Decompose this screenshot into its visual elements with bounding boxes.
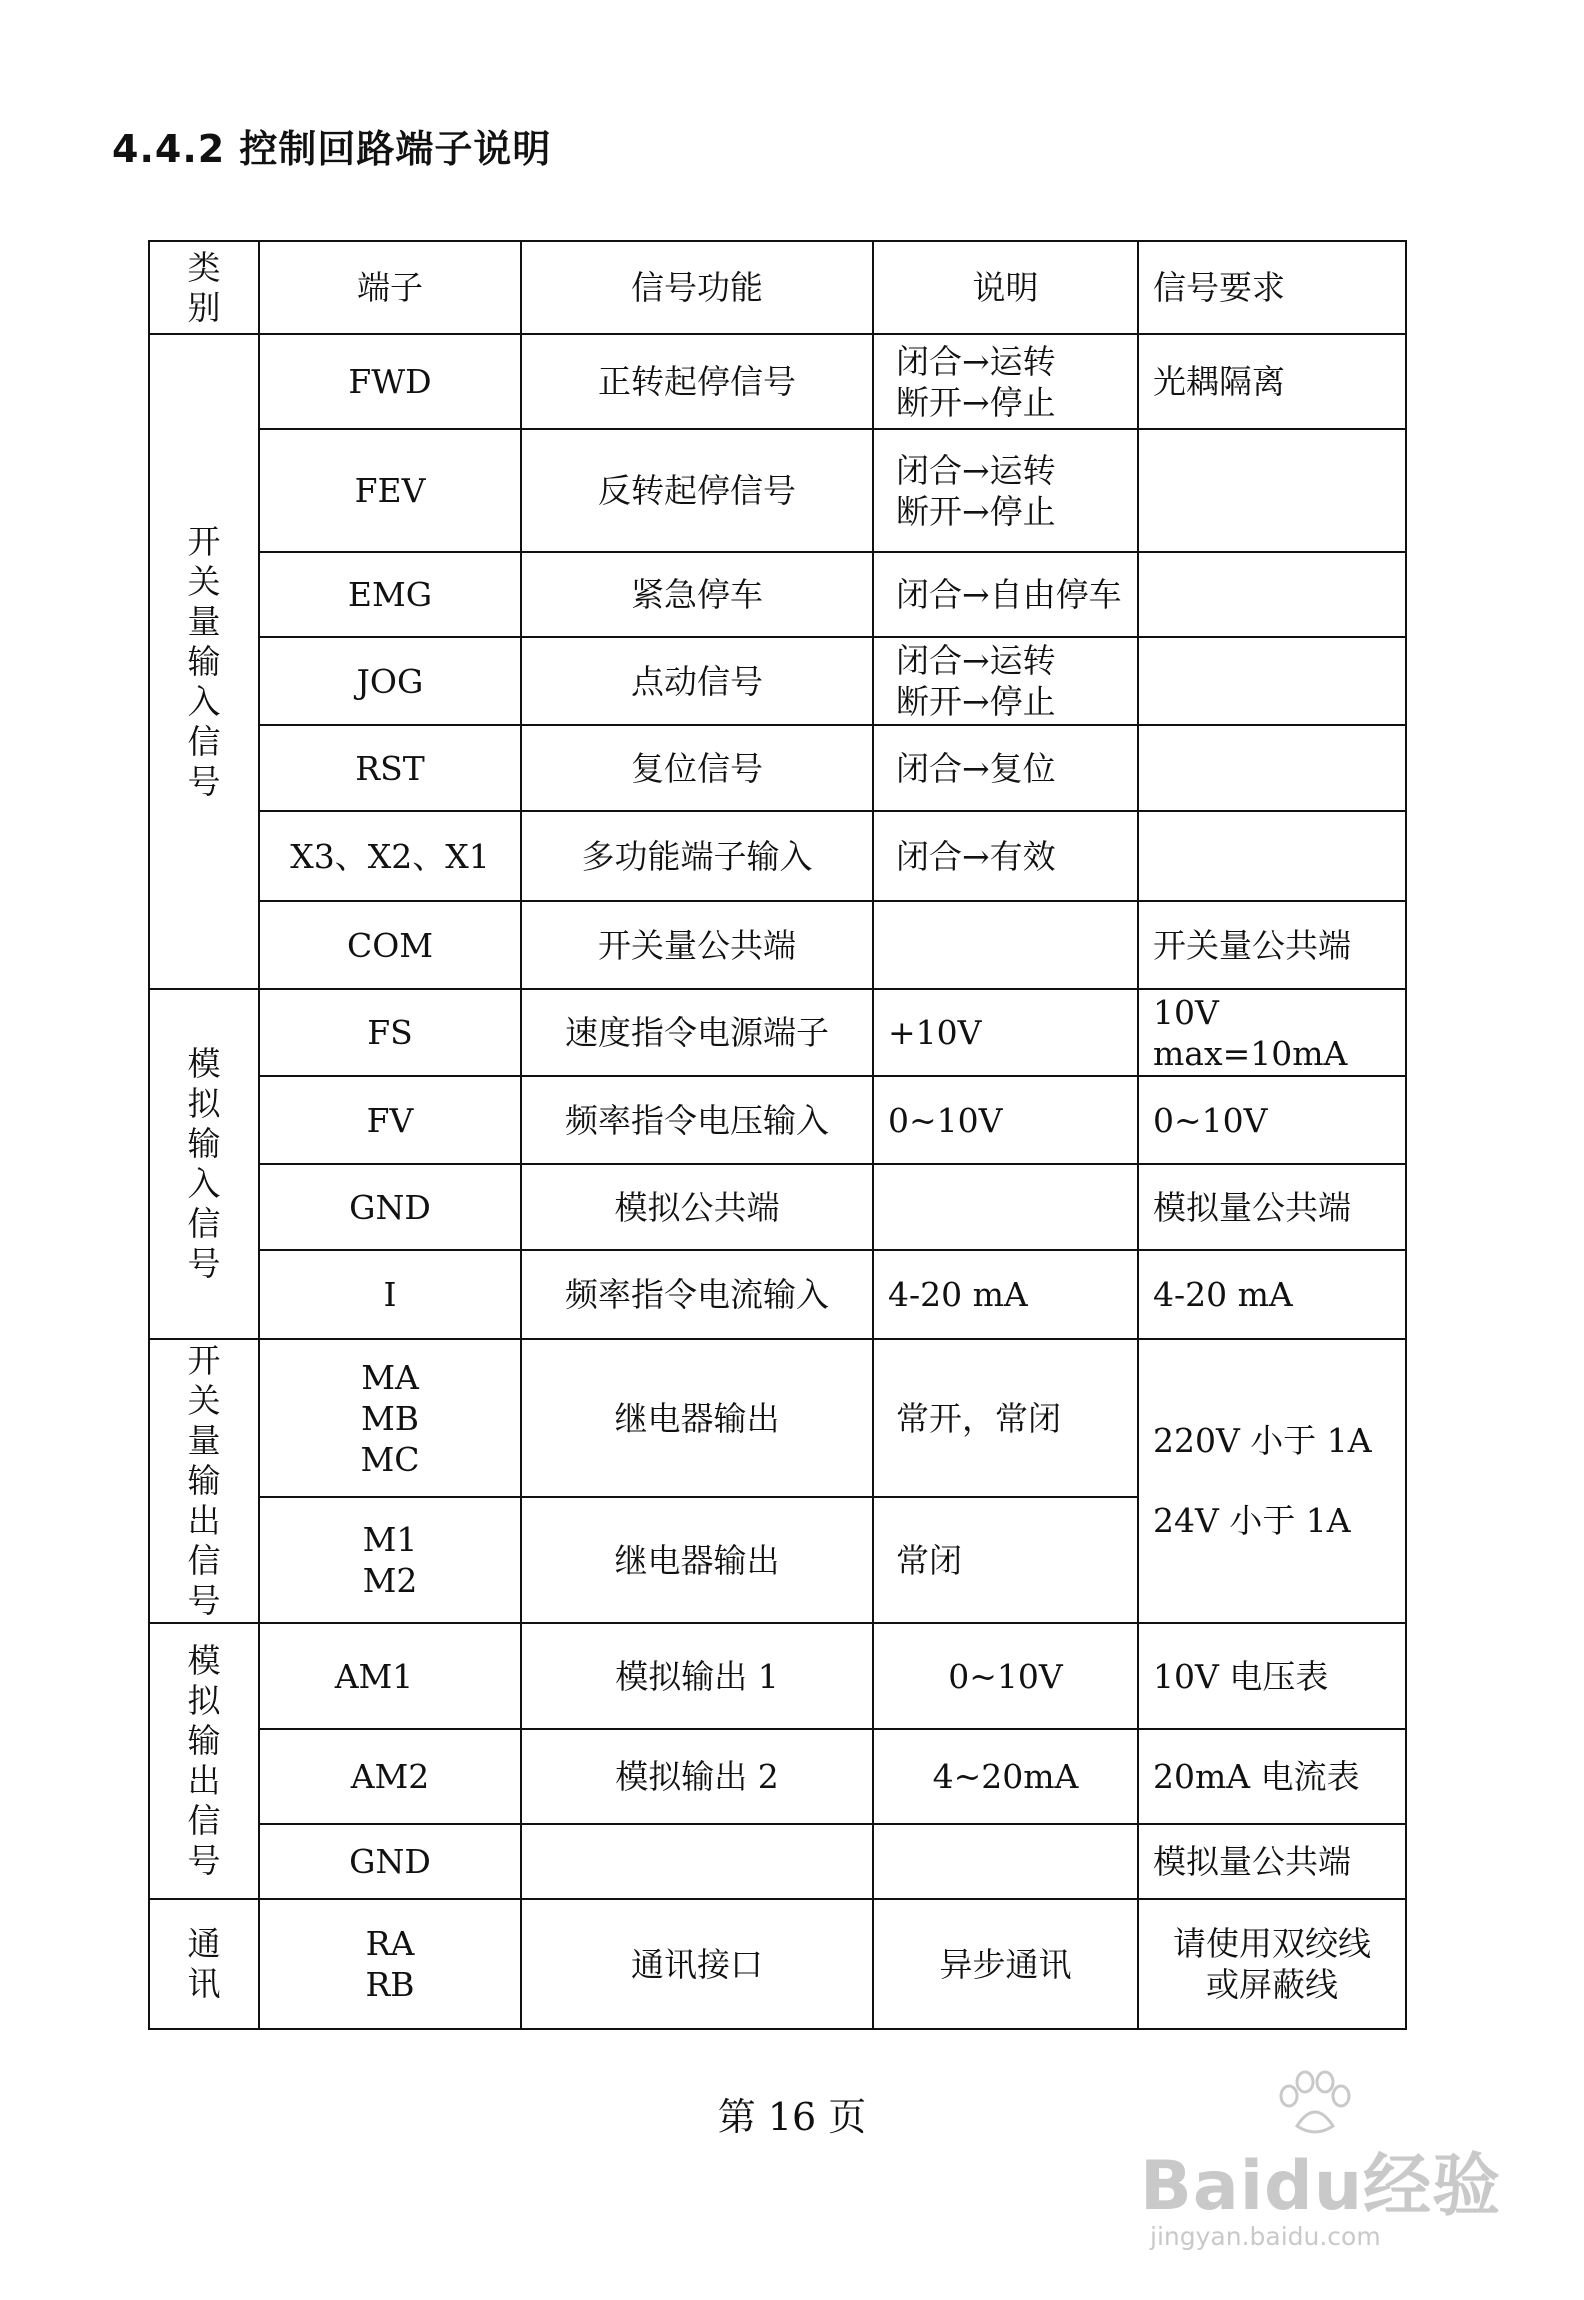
requirement-cell xyxy=(1138,637,1406,725)
header-terminal: 端子 xyxy=(259,241,521,334)
terminal-cell: FWD xyxy=(259,334,521,429)
function-cell: 复位信号 xyxy=(521,725,873,811)
description-cell: 闭合→有效 xyxy=(873,811,1138,901)
category-analog-input: 模拟输入信号 xyxy=(149,989,259,1339)
terminal-cell: FV xyxy=(259,1076,521,1164)
terminal-table xyxy=(148,240,1407,2030)
terminal-cell: AM1 xyxy=(259,1623,521,1729)
function-cell: 模拟公共端 xyxy=(521,1164,873,1250)
description-cell: 闭合→运转 断开→停止 xyxy=(873,637,1138,725)
function-cell: 反转起停信号 xyxy=(521,429,873,552)
page-number: 第 16 页 xyxy=(717,2095,867,2139)
header-category: 类别 xyxy=(149,241,259,334)
description-cell: 闭合→运转 断开→停止 xyxy=(873,429,1138,552)
table-row xyxy=(149,1250,1406,1339)
table-row xyxy=(149,811,1406,901)
table-row xyxy=(149,1729,1406,1824)
requirement-cell xyxy=(1138,552,1406,637)
requirement-cell: 20mA 电流表 xyxy=(1138,1729,1406,1824)
table-row xyxy=(149,552,1406,637)
requirement-cell: 开关量公共端 xyxy=(1138,901,1406,989)
requirement-cell xyxy=(1138,429,1406,552)
terminal-cell: M1 M2 xyxy=(259,1497,521,1623)
header-description: 说明 xyxy=(873,241,1138,334)
function-cell: 模拟输出 2 xyxy=(521,1729,873,1824)
function-cell: 频率指令电流输入 xyxy=(521,1250,873,1339)
function-cell: 频率指令电压输入 xyxy=(521,1076,873,1164)
requirement-cell: 模拟量公共端 xyxy=(1138,1164,1406,1250)
table-row xyxy=(149,1164,1406,1250)
paw-icon xyxy=(1275,2070,1355,2140)
terminal-cell: RA RB xyxy=(259,1899,521,2029)
category-switch-input: 开关量输入信号 xyxy=(149,334,259,989)
requirement-cell: 模拟量公共端 xyxy=(1138,1824,1406,1899)
terminal-cell: RST xyxy=(259,725,521,811)
function-cell: 点动信号 xyxy=(521,637,873,725)
watermark-url: jingyan.baidu.com xyxy=(1150,2222,1381,2251)
function-cell: 通讯接口 xyxy=(521,1899,873,2029)
description-cell xyxy=(873,1164,1138,1250)
description-cell: 闭合→复位 xyxy=(873,725,1138,811)
table-header-row xyxy=(149,241,1406,334)
function-cell: 多功能端子输入 xyxy=(521,811,873,901)
function-cell: 速度指令电源端子 xyxy=(521,989,873,1076)
requirement-cell: 0~10V xyxy=(1138,1076,1406,1164)
table-row xyxy=(149,989,1406,1076)
section-title: 4.4.2 控制回路端子说明 xyxy=(112,127,552,171)
function-cell xyxy=(521,1824,873,1899)
description-cell xyxy=(873,901,1138,989)
description-cell: 0~10V xyxy=(873,1076,1138,1164)
requirement-cell xyxy=(1138,811,1406,901)
table-row xyxy=(149,901,1406,989)
description-cell: 异步通讯 xyxy=(873,1899,1138,2029)
description-cell: 闭合→运转 断开→停止 xyxy=(873,334,1138,429)
terminal-cell: JOG xyxy=(259,637,521,725)
table-row xyxy=(149,1899,1406,2029)
terminal-cell: AM2 xyxy=(259,1729,521,1824)
requirement-cell: 220V 小于 1A 24V 小于 1A xyxy=(1138,1339,1406,1623)
requirement-cell: 10V 电压表 xyxy=(1138,1623,1406,1729)
description-cell: 0~10V xyxy=(873,1623,1138,1729)
table-row xyxy=(149,1339,1406,1497)
description-cell: 常闭 xyxy=(873,1497,1138,1623)
terminal-cell: COM xyxy=(259,901,521,989)
category-communication: 通讯 xyxy=(149,1899,259,2029)
description-cell xyxy=(873,1824,1138,1899)
description-cell: 常开，常闭 xyxy=(873,1339,1138,1497)
table-row xyxy=(149,1076,1406,1164)
table-row xyxy=(149,334,1406,429)
requirement-cell: 请使用双绞线 或屏蔽线 xyxy=(1138,1899,1406,2029)
function-cell: 模拟输出 1 xyxy=(521,1623,873,1729)
description-cell: 4-20 mA xyxy=(873,1250,1138,1339)
function-cell: 继电器输出 xyxy=(521,1497,873,1623)
description-cell: 4~20mA xyxy=(873,1729,1138,1824)
requirement-cell: 4-20 mA xyxy=(1138,1250,1406,1339)
baidu-watermark xyxy=(1120,2070,1540,2260)
header-function: 信号功能 xyxy=(521,241,873,334)
category-analog-output: 模拟输出信号 xyxy=(149,1623,259,1899)
terminal-cell: GND xyxy=(259,1164,521,1250)
requirement-cell xyxy=(1138,725,1406,811)
header-requirement: 信号要求 xyxy=(1138,241,1406,334)
table-row xyxy=(149,1623,1406,1729)
requirement-cell: 光耦隔离 xyxy=(1138,334,1406,429)
category-switch-output: 开关量输出信号 xyxy=(149,1339,259,1623)
terminal-cell: MA MB MC xyxy=(259,1339,521,1497)
description-cell: +10V xyxy=(873,989,1138,1076)
function-cell: 开关量公共端 xyxy=(521,901,873,989)
table-row xyxy=(149,1824,1406,1899)
terminal-cell: FEV xyxy=(259,429,521,552)
terminal-cell: EMG xyxy=(259,552,521,637)
function-cell: 紧急停车 xyxy=(521,552,873,637)
terminal-cell: GND xyxy=(259,1824,521,1899)
table-row xyxy=(149,637,1406,725)
table-row xyxy=(149,725,1406,811)
function-cell: 正转起停信号 xyxy=(521,334,873,429)
terminal-cell: FS xyxy=(259,989,521,1076)
function-cell: 继电器输出 xyxy=(521,1339,873,1497)
description-cell: 闭合→自由停车 xyxy=(873,552,1138,637)
terminal-cell: I xyxy=(259,1250,521,1339)
terminal-cell: X3、X2、X1 xyxy=(259,811,521,901)
requirement-cell: 10V max=10mA xyxy=(1138,989,1406,1076)
watermark-logo: Baidu经验 xyxy=(1140,2147,1502,2226)
table-row xyxy=(149,429,1406,552)
